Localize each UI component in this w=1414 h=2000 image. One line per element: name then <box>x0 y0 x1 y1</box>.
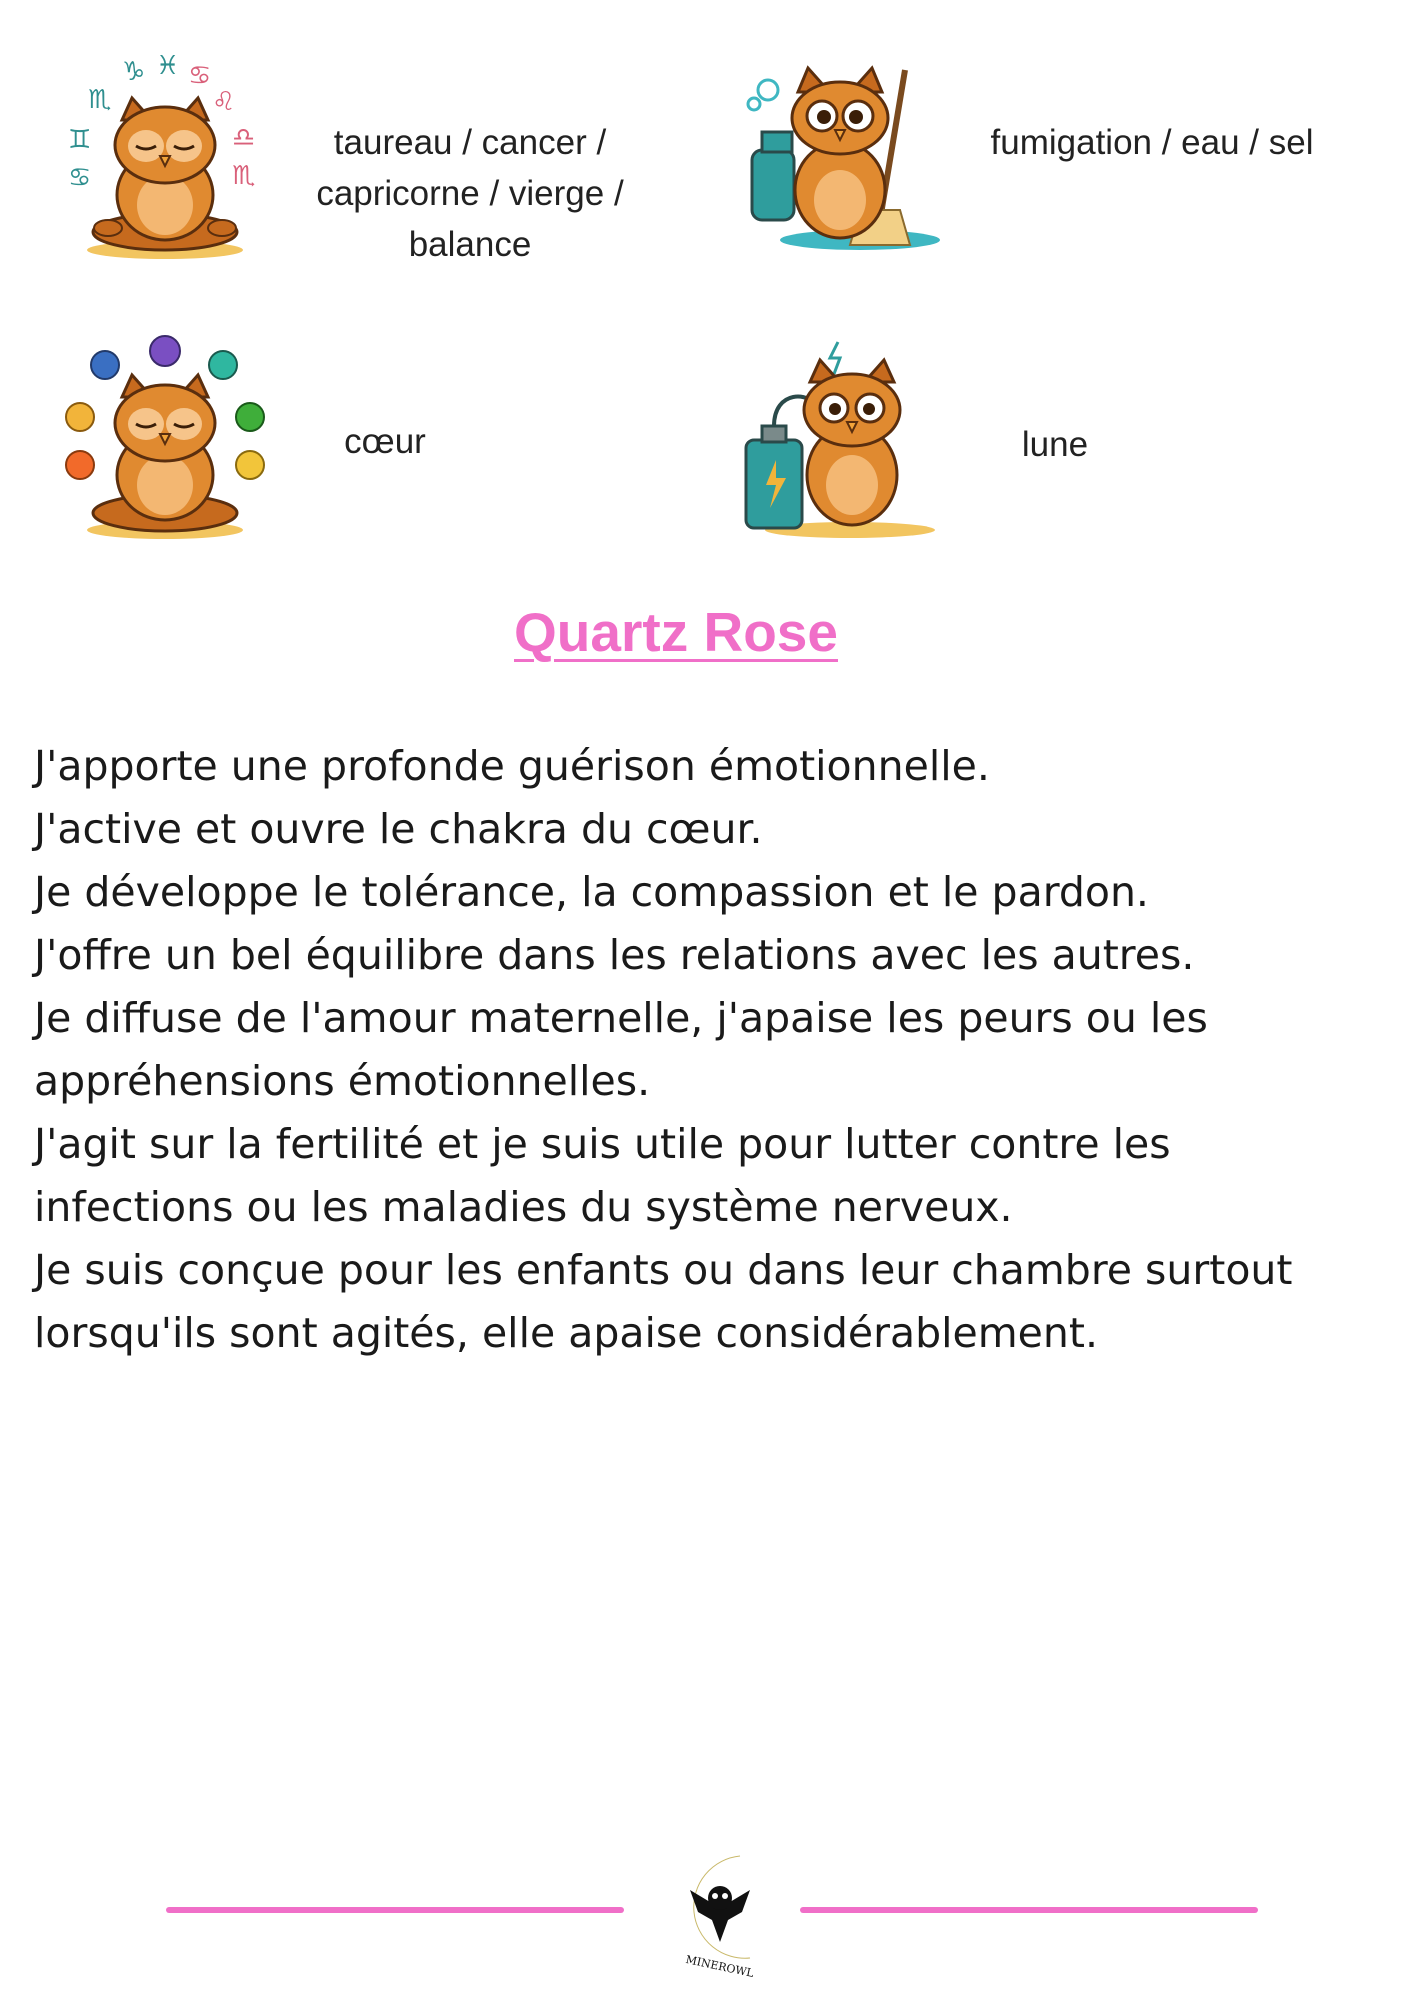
description-paragraph: Je suis conçue pour les enfants ou dans leur chambre surtout lorsqu'ils sont agités, elle apaise considérablement. <box>34 1246 1293 1357</box>
description-paragraph: Je développe le tolérance, la compassion et le pardon. <box>34 868 1149 916</box>
label-line: balance <box>408 225 532 264</box>
property-label-chakra <box>300 416 470 467</box>
zodiac-glyph: ♎ <box>232 123 256 153</box>
zodiac-glyph: ♊ <box>68 125 92 155</box>
label-line: lune <box>1021 425 1089 464</box>
zodiac-glyph: ♓ <box>156 51 180 81</box>
footer-rule-left <box>166 1907 624 1913</box>
label-line: capricorne / vierge / <box>316 174 624 213</box>
zodiac-glyph: ♋ <box>68 163 92 193</box>
owl-cleaning-icon <box>740 60 950 260</box>
page-title: Quartz Rose <box>514 601 838 663</box>
description-paragraph: J'agit sur la fertilité et je suis utile pour lutter contre les infections ou les maladies du système nerveux. <box>34 1120 1171 1231</box>
zodiac-glyph: ♌ <box>212 87 236 117</box>
owl-logo-icon <box>670 1850 770 1980</box>
property-label-recharge <box>970 419 1140 470</box>
label-line: cœur <box>344 422 426 461</box>
owl-zodiac-icon <box>60 50 280 270</box>
description <box>34 735 1364 1365</box>
owl-recharge-icon <box>740 330 950 540</box>
property-label-zodiac <box>282 117 658 270</box>
property-label-cleansing <box>952 117 1352 168</box>
description-paragraph: Je diffuse de l'amour maternelle, j'apaise les peurs ou les appréhensions émotionnelles. <box>34 994 1208 1105</box>
label-line: taureau / cancer / <box>333 123 607 162</box>
owl-chakra-icon <box>60 335 280 545</box>
label-line: fumigation / eau / sel <box>990 123 1314 162</box>
description-paragraph: J'apporte une profonde guérison émotionnelle. <box>34 742 990 790</box>
zodiac-glyph: ♏ <box>232 161 256 191</box>
zodiac-glyph: ♏ <box>88 85 112 115</box>
logo-text: MINEROWL <box>684 1952 755 1980</box>
zodiac-glyph: ♑ <box>122 57 146 87</box>
zodiac-glyph: ♋ <box>188 61 212 91</box>
description-paragraph: J'offre un bel équilibre dans les relations avec les autres. <box>34 931 1195 979</box>
footer-rule-right <box>800 1907 1258 1913</box>
description-paragraph: J'active et ouvre le chakra du cœur. <box>34 805 763 853</box>
